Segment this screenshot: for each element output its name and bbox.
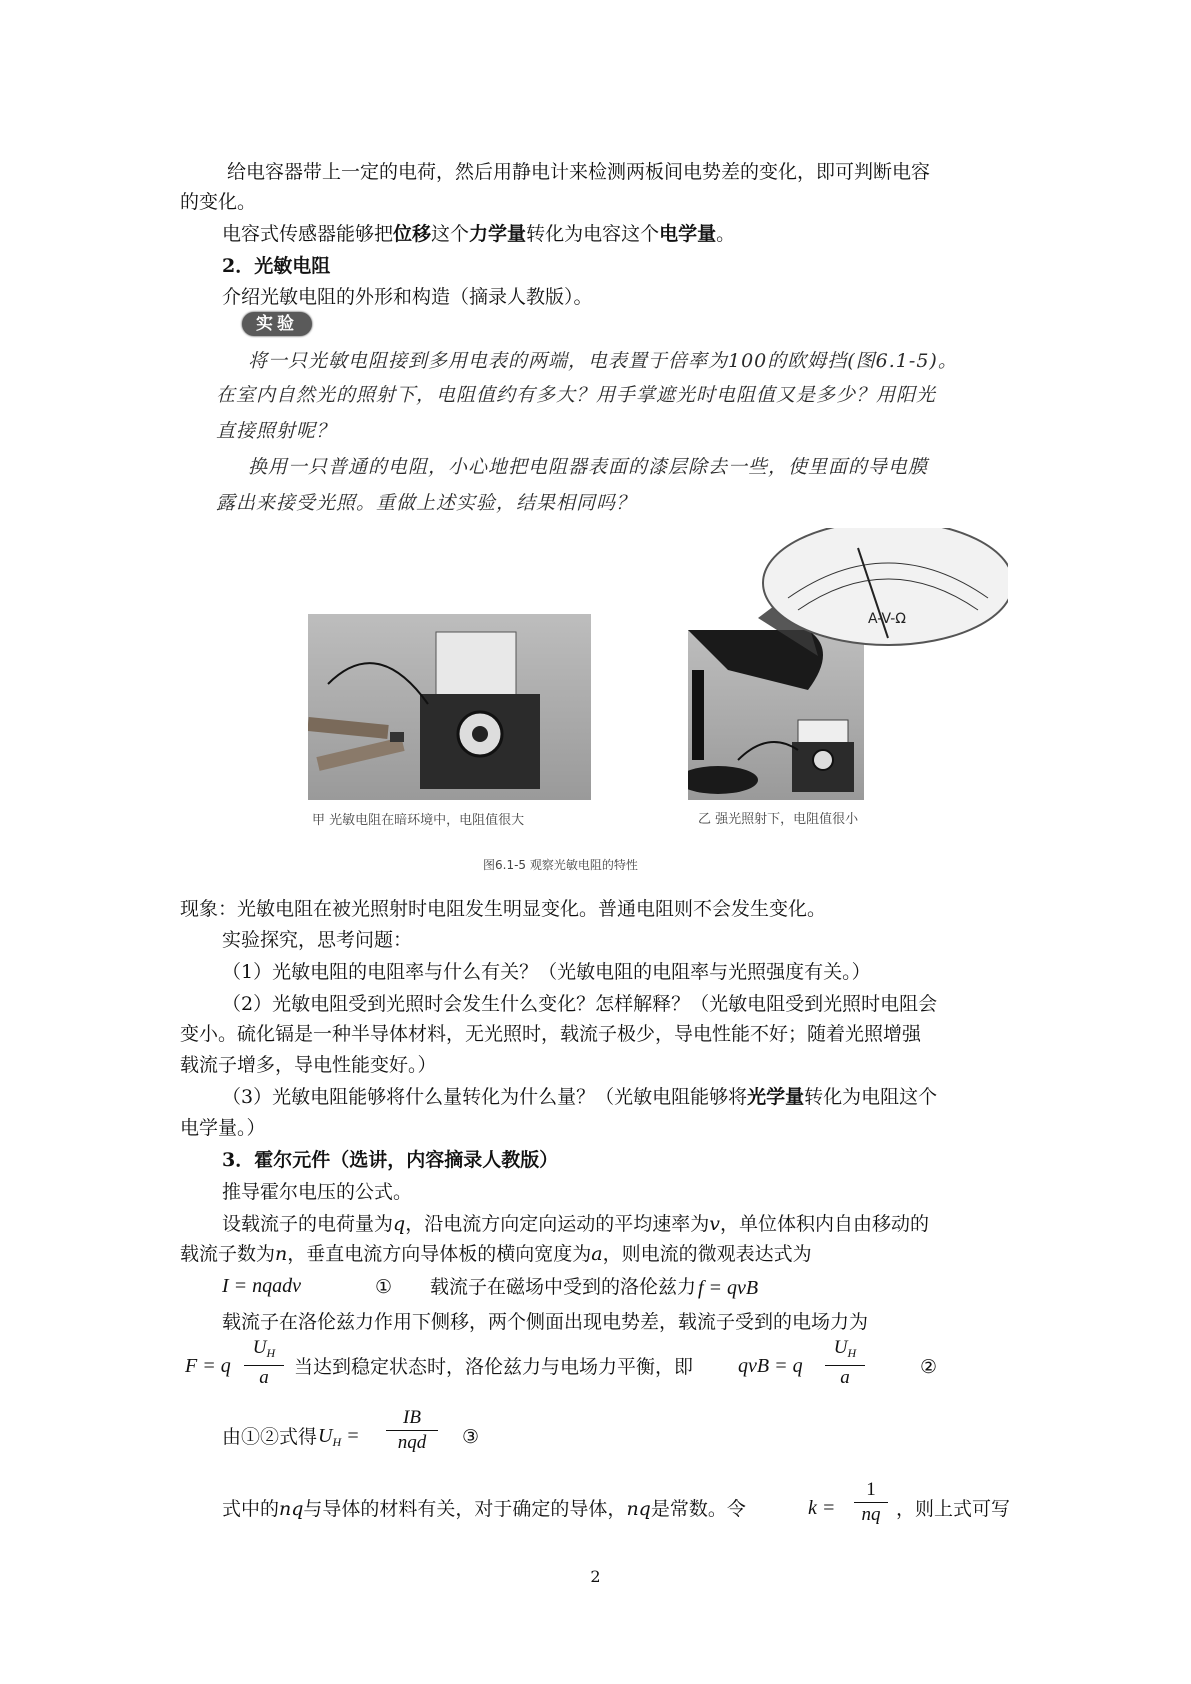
section-heading: 3．霍尔元件（选讲，内容摘录人教版）: [222, 1149, 559, 1171]
multimeter-photo-illustration: [308, 614, 591, 800]
numerator: U: [833, 1337, 848, 1358]
subscript: H: [332, 1435, 342, 1449]
equation-number: ②: [920, 1356, 938, 1378]
meter-dial-label: A-V-Ω: [868, 611, 907, 627]
paragraph-line: [180, 1242, 812, 1266]
meter-dial-zoom: [718, 528, 1008, 668]
paragraph-line: 的变化。: [180, 191, 257, 213]
text-run: 载流子数为: [180, 1243, 276, 1265]
paragraph-line: 现象：光敏电阻在被光照射时电阻发生明显变化。普通电阻则不会发生变化。: [180, 898, 827, 920]
text-run: 电容式传感器能够把: [222, 223, 394, 245]
paragraph-line: （1）光敏电阻的电阻率与什么有关？（光敏电阻的电阻率与光照强度有关。）: [222, 961, 871, 983]
page-number: 2: [590, 1567, 601, 1586]
denominator: a: [259, 1367, 269, 1388]
formula-electric-force: F = q: [185, 1355, 231, 1377]
paragraph-line: 电学量。）: [180, 1117, 266, 1139]
excerpt-line: 将一只光敏电阻接到多用电表的两端，电表置于倍率为100的欧姆挡(图6.1-5)。: [248, 350, 958, 372]
text-run: 。: [716, 223, 736, 245]
text-run: ，则电流的微观表达式为: [602, 1243, 812, 1265]
symbol: U: [318, 1425, 333, 1447]
paragraph-line: 给电容器带上一定的电荷，然后用静电计来检测两板间电势差的变化，即可判断电容: [227, 161, 931, 183]
text-run: 这个: [431, 223, 470, 245]
fraction-uh-over-a: [244, 1336, 284, 1390]
text-run: ，垂直电流方向导体板的横向宽度为: [287, 1243, 592, 1265]
denominator: a: [840, 1367, 850, 1388]
paragraph-line: 介绍光敏电阻的外形和构造（摘录人教版）。: [222, 286, 593, 308]
variable: a: [591, 1243, 603, 1265]
numerator: IB: [386, 1406, 438, 1431]
text-run: 式中的: [222, 1498, 280, 1520]
formula-balance: qvB = q: [738, 1355, 803, 1377]
equation-number: ①: [375, 1276, 393, 1298]
paragraph-line: 推导霍尔电压的公式。: [222, 1181, 413, 1203]
text-run: 转化为电阻这个: [804, 1086, 938, 1108]
paragraph-line: 由①②式得: [222, 1426, 318, 1448]
subscript: H: [266, 1346, 276, 1360]
paragraph-line: 实验探究，思考问题：: [222, 929, 413, 951]
bold-term: 电学量: [659, 223, 717, 245]
fraction-1-over-nq: [854, 1478, 888, 1527]
formula-hall-voltage: [318, 1425, 360, 1450]
paragraph-line: 载流子在磁场中受到的洛伦兹力: [430, 1276, 697, 1298]
bold-term: 光学量: [747, 1086, 805, 1108]
paragraph-line: 载流子在洛伦兹力作用下侧移，两个侧面出现电势差，载流子受到的电场力为: [222, 1311, 869, 1333]
fraction-ib-over-nqd: [386, 1406, 438, 1455]
photo-caption-right: 乙 强光照射下，电阻值很小: [698, 812, 859, 827]
paragraph-line: 当达到稳定状态时，洛伦兹力与电场力平衡，即: [294, 1356, 694, 1378]
text-run: ，单位体积内自由移动的: [719, 1213, 929, 1235]
variable: nq: [626, 1498, 651, 1520]
paragraph-line: [222, 1497, 746, 1521]
text-run: 设载流子的电荷量为: [222, 1213, 394, 1235]
denominator: nqd: [397, 1432, 427, 1453]
text-run: 是常数。令: [650, 1498, 746, 1520]
subscript: H: [847, 1346, 857, 1360]
bold-term: 位移: [393, 223, 432, 245]
text-run: （3）光敏电阻能够将什么量转化为什么量？（光敏电阻能够将: [222, 1086, 748, 1108]
variable: n: [275, 1243, 288, 1265]
paragraph-line: [222, 1085, 937, 1109]
text-run: ，沿电流方向定向运动的平均速率为: [405, 1213, 710, 1235]
paragraph-line: ，则上式可写: [896, 1498, 1011, 1520]
variable: nq: [279, 1498, 304, 1520]
denominator: nq: [861, 1504, 881, 1525]
text-run: 转化为电容这个: [526, 223, 660, 245]
bold-term: 力学量: [469, 223, 527, 245]
variable: v: [709, 1213, 720, 1235]
paragraph-line: [222, 222, 735, 246]
paragraph-line: 变小。硫化镉是一种半导体材料，无光照时，载流子极少，导电性能不好；随着光照增强: [180, 1023, 922, 1045]
text-run: 与导体的材料有关，对于确定的导体，: [303, 1498, 627, 1520]
photo-caption-left: 甲 光敏电阻在暗环境中，电阻值很大: [312, 813, 525, 828]
figure-caption: 图6.1-5 观察光敏电阻的特性: [483, 858, 638, 872]
experiment-badge: 实验: [242, 312, 312, 336]
photo-dark-environment: [308, 614, 591, 800]
formula-k: k =: [808, 1497, 836, 1519]
excerpt-line: 直接照射呢？: [216, 420, 337, 442]
paragraph-line: 载流子增多，导电性能变好。）: [180, 1054, 437, 1076]
fraction-uh-over-a: [825, 1336, 865, 1390]
textbook-excerpt: [216, 308, 1008, 878]
formula-current: I = nqadv: [222, 1275, 302, 1297]
paragraph-line: （2）光敏电阻受到光照时会发生什么变化？怎样解释？（光敏电阻受到光照时电阻会: [222, 993, 938, 1015]
equation-number: ③: [462, 1426, 480, 1448]
numerator: U: [252, 1337, 267, 1358]
numerator: 1: [854, 1478, 888, 1503]
section-heading: 2．光敏电阻: [222, 255, 331, 277]
formula-lorentz: f = qvB: [698, 1277, 759, 1299]
variable: q: [393, 1213, 406, 1235]
equals: =: [341, 1425, 360, 1447]
paragraph-line: [222, 1212, 929, 1236]
excerpt-line: 换用一只普通的电阻，小心地把电阻器表面的漆层除去一些，使里面的导电膜: [248, 456, 929, 478]
excerpt-line: 在室内自然光的照射下，电阻值约有多大？用手掌遮光时电阻值又是多少？用阳光: [216, 384, 937, 406]
excerpt-line: 露出来接受光照。重做上述实验，结果相同吗？: [216, 492, 637, 514]
